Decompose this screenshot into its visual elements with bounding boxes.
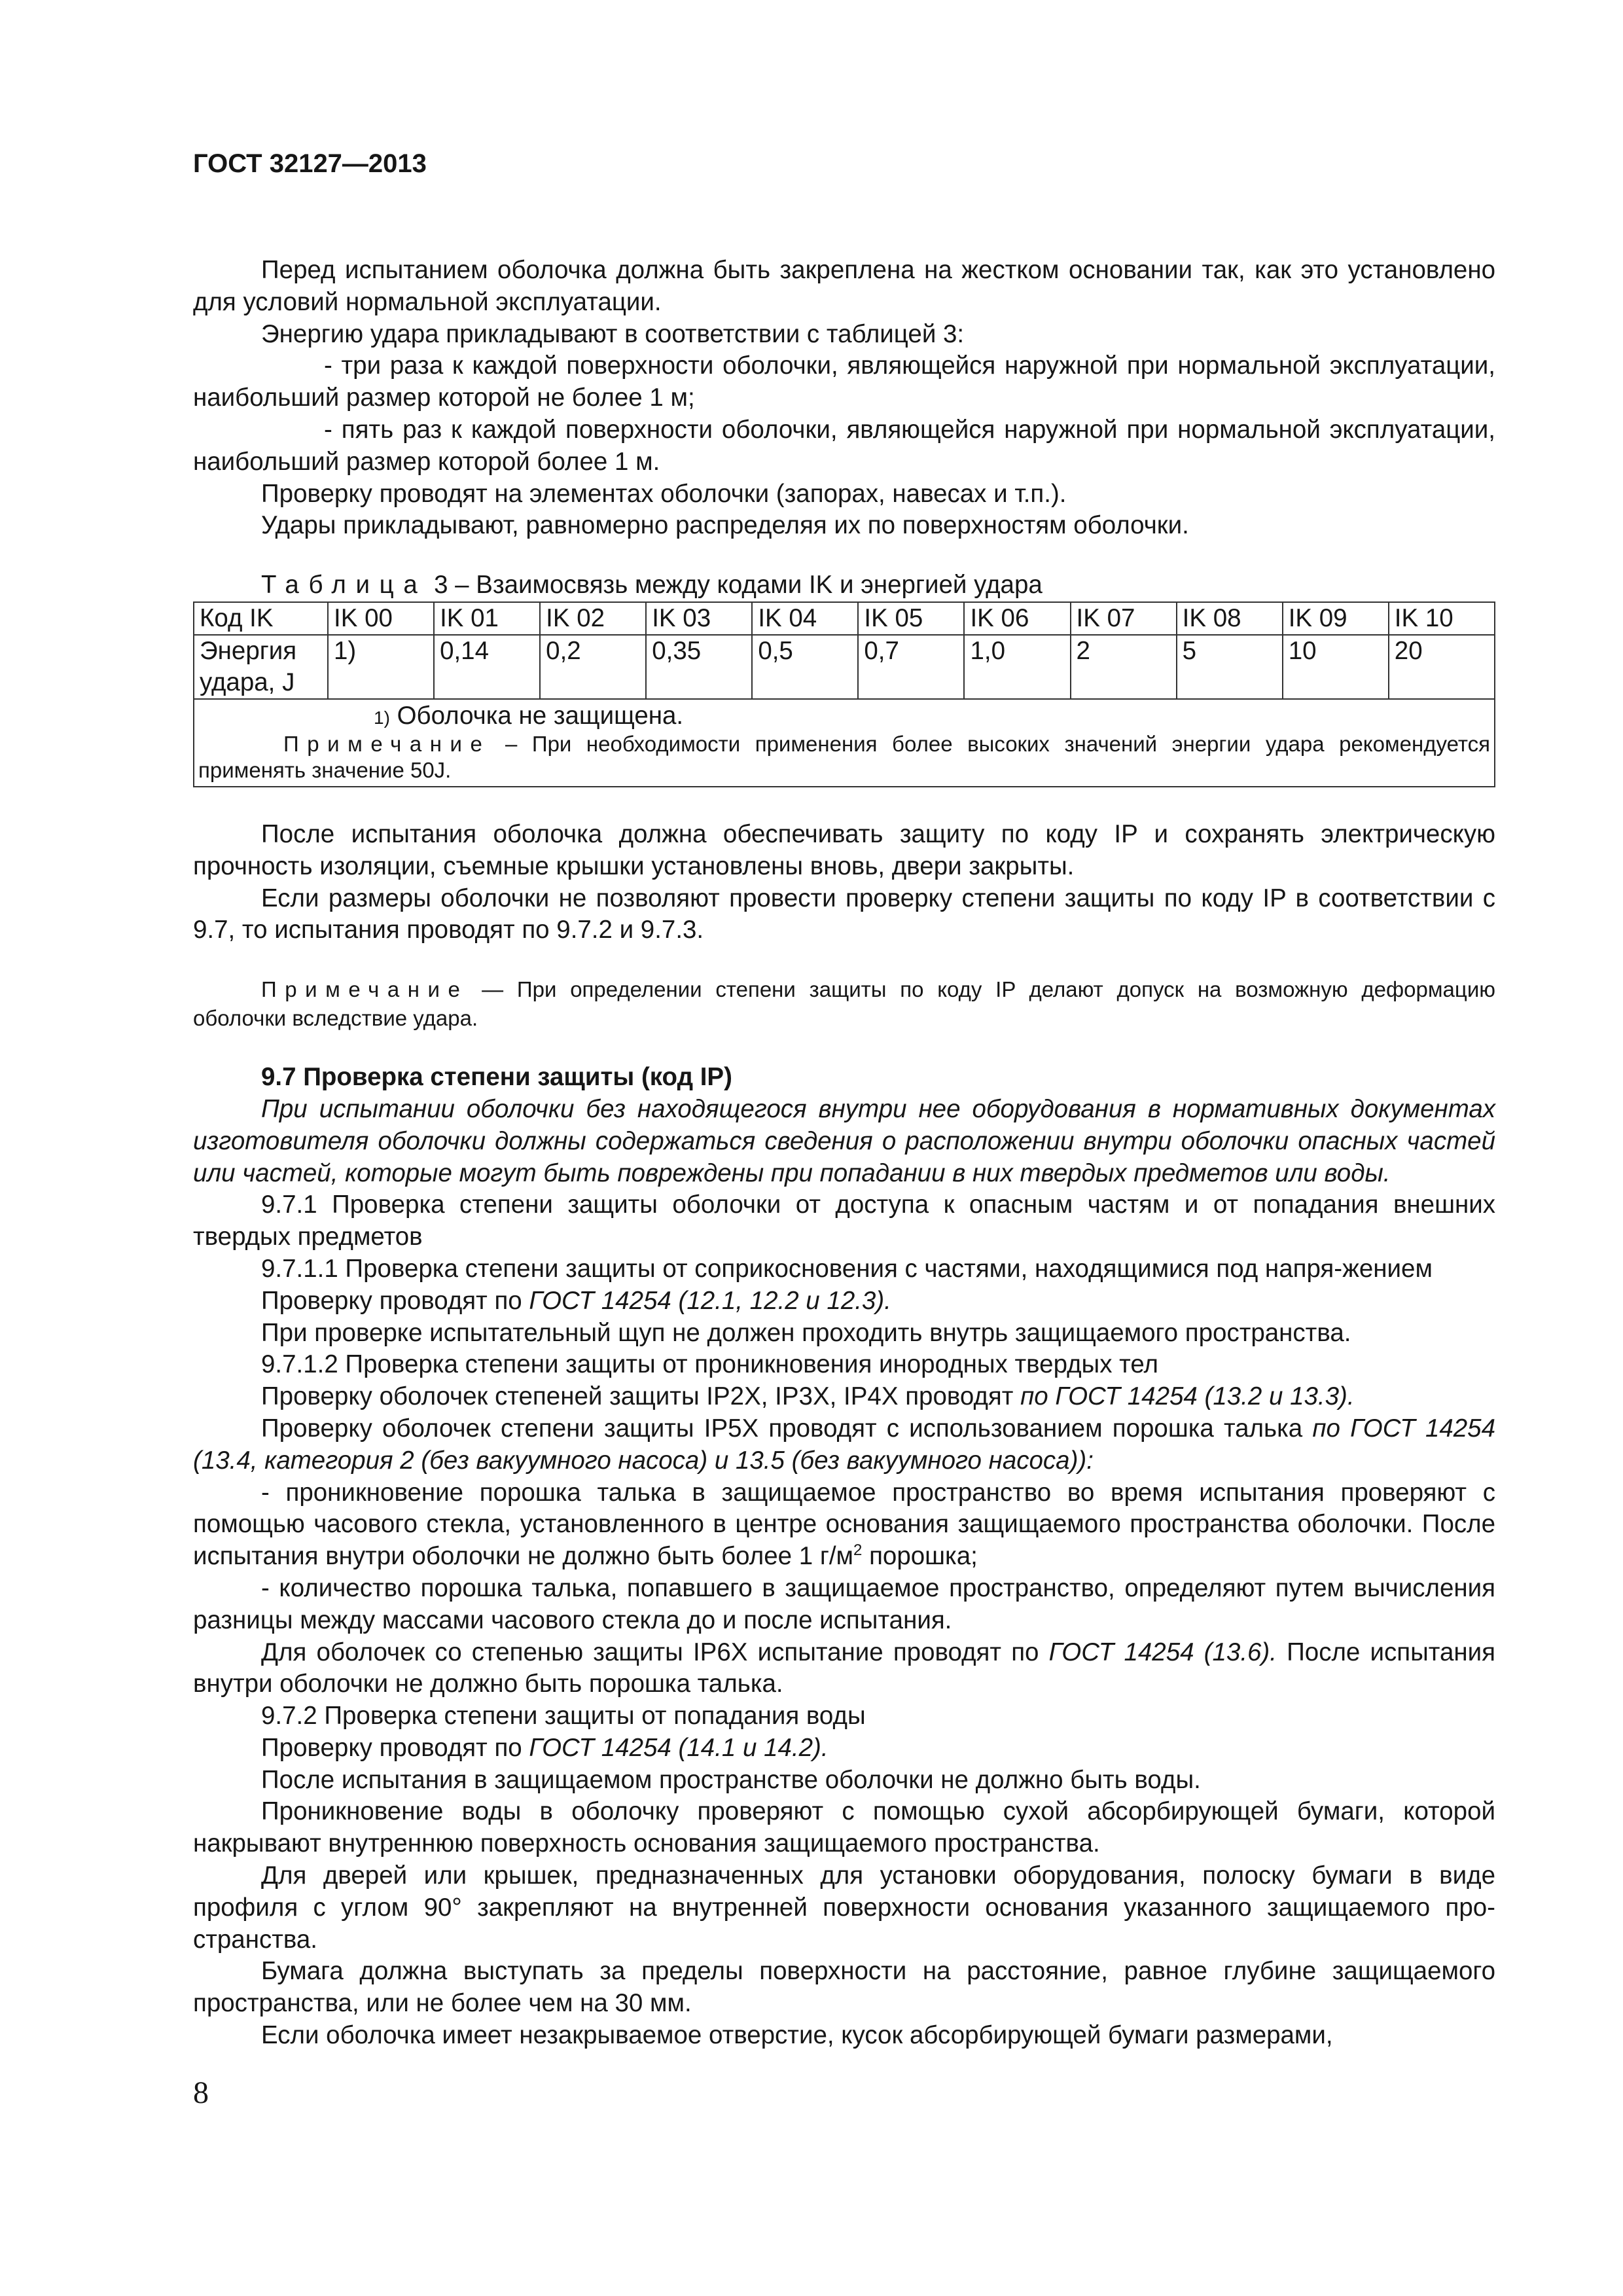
- table-row-label: Энергия удара, J: [194, 635, 328, 699]
- note-text: – При необходимости применения более высоких значений энергии удара рекомендуется применять значение 50J.: [198, 731, 1490, 782]
- paragraph: [193, 1637, 1495, 1701]
- paragraph: При проверке испытательный щуп не должен проходить внутрь защищаемого пространства.: [261, 1318, 1351, 1347]
- table-header-cell: IK 04: [752, 602, 858, 635]
- list-item: - пять раз к каждой поверхности оболочки, являющейся наружной при нормальной эксплуатации, наибольший размер которой более 1 м.: [193, 415, 1495, 476]
- paragraph: Для дверей или крышек, предназначенных для установки оборудования, полоску бумаги в виде профиля с углом 90° закрепляют на внутренней поверхности основания указанного защищаемого про-странства.: [193, 1861, 1495, 1954]
- table-cell: 1,0: [964, 635, 1070, 699]
- text-run: После испытания внутри оболочки не должно быть порошка талька.: [193, 1638, 1495, 1698]
- table-caption-word: Таблица: [261, 571, 427, 600]
- list-item: - три раза к каждой поверхности оболочки, являющейся наружной при нормальной эксплуатации, наибольший размер которой не более 1 м;: [193, 351, 1495, 412]
- table-cell: 10: [1283, 635, 1389, 699]
- paragraph: Проникновение воды в оболочку проверяют с помощью сухой абсорбирующей бумаги, которой накрывают внутреннюю поверхность основания защищаемого пространства.: [193, 1797, 1495, 1858]
- text-run: Проверку проводят по: [261, 1286, 529, 1315]
- list-item: - количество порошка талька, попавшего в защищаемое пространство, определяют путем вычисления разницы между массами часового стекла до и после испытания.: [193, 1573, 1495, 1634]
- text-run: Для оболочек со степенью защиты IP6X испытание проводят по: [261, 1638, 1049, 1666]
- paragraph: После испытания оболочка должна обеспечивать защиту по коду IP и сохранять электрическую прочность изоляции, съемные крышки установлены вновь, двери закрыты.: [193, 819, 1495, 880]
- table-header-cell: Код IK: [194, 602, 328, 635]
- text-run: Проверку проводят по: [261, 1733, 529, 1762]
- text-run: Проверку оболочек степеней защиты IP2X, IP3X, IP4X проводят: [261, 1382, 1021, 1411]
- table-header-row: [194, 602, 1495, 635]
- document-page: [193, 147, 1495, 2052]
- table-cell: 0,2: [540, 635, 646, 699]
- table-cell: 0,7: [858, 635, 964, 699]
- table-header-cell: IK 07: [1071, 602, 1177, 635]
- paragraph: [193, 1285, 1495, 1318]
- footnote-text: Оболочка не защищена.: [389, 701, 684, 730]
- table-header-cell: IK 08: [1177, 602, 1283, 635]
- paragraph: Перед испытанием оболочка должна быть закреплена на жестком основании так, как это установлено для условий нормальной эксплуатации.: [193, 256, 1495, 316]
- paragraph: После испытания в защищаемом пространстве оболочки не должно быть воды.: [261, 1765, 1201, 1794]
- page-number: 8: [193, 2075, 209, 2110]
- table-cell: 20: [1389, 635, 1495, 699]
- standard-reference: ГОСТ 14254 (13.6).: [1048, 1638, 1277, 1666]
- note-word: Примечание: [283, 731, 491, 756]
- subsection-heading: 9.7.1.2 Проверка степени защиты от проникновения инородных твердых тел: [261, 1350, 1158, 1379]
- table-cell: 5: [1177, 635, 1283, 699]
- table-caption-text: 3 – Взаимосвязь между кодами IK и энергией удара: [427, 571, 1043, 600]
- superscript: 2: [853, 1541, 863, 1560]
- table-cell: 2: [1071, 635, 1177, 699]
- paragraph: [193, 1413, 1495, 1477]
- text-run: Проверку оболочек степени защиты IP5X проводят с использованием порошка талька: [261, 1414, 1313, 1443]
- text-run: - проникновение порошка талька в защищаемое пространство во время испытания проверяют с помощью часового стекла, установленного в центре основания защищаемого пространства оболочки. После испытания внутри оболочки не должно быть более 1 г/м: [193, 1478, 1495, 1571]
- standard-reference: ГОСТ 14254 (14.1 и 14.2).: [529, 1733, 829, 1762]
- paragraph: Если оболочка имеет незакрываемое отверстие, кусок абсорбирующей бумаги размерами,: [261, 2021, 1333, 2050]
- footnote-mark: 1): [374, 707, 390, 728]
- table-cell: 0,35: [646, 635, 752, 699]
- subsection-heading: 9.7.1 Проверка степени защиты оболочки от доступа к опасным частям и от попадания внешних твердых предметов: [193, 1191, 1495, 1251]
- table-footer-row: [194, 699, 1495, 787]
- paragraph: Бумага должна выступать за пределы поверхности на расстояние, равное глубине защищаемого пространства, или не более чем на 30 мм.: [193, 1957, 1495, 2018]
- paragraph: Проверку проводят на элементах оболочки (запорах, навесах и т.п.).: [261, 479, 1067, 508]
- table-row: [194, 635, 1495, 699]
- paragraph: [193, 1381, 1495, 1413]
- table-header-cell: IK 05: [858, 602, 964, 635]
- subsection-heading: 9.7.1.1 Проверка степени защиты от соприкосновения с частями, находящимися под напря-жением: [261, 1254, 1433, 1283]
- standard-reference: по ГОСТ 14254 (13.4, категория 2 (без вакуумного насоса) и 13.5 (без вакуумного насоса)):: [193, 1414, 1496, 1475]
- paragraph: [193, 1732, 1495, 1765]
- ik-energy-table: [193, 601, 1495, 787]
- subsection-heading: 9.7.2 Проверка степени защиты от попадания воды: [261, 1702, 866, 1731]
- table-header-cell: IK 02: [540, 602, 646, 635]
- paragraph: При испытании оболочки без находящегося внутри нее оборудования в нормативных документах изготовителя оболочки должны содержаться сведения о расположении внутри оболочки опасных частей или частей, которые могут быть повреждены при попадании в них твердых предметов или воды.: [193, 1094, 1495, 1187]
- table-note: [198, 731, 1490, 783]
- paragraph: Удары прикладывают, равномерно распределяя их по поверхностям оболочки.: [261, 511, 1189, 540]
- table-caption: [193, 569, 1495, 601]
- document-body: [193, 255, 1495, 2052]
- note-text: — При определении степени защиты по коду IP делают допуск на возможную деформацию оболочки вследствие удара.: [193, 977, 1495, 1031]
- document-header: ГОСТ 32127—2013: [193, 149, 427, 178]
- paragraph: Если размеры оболочки не позволяют провести проверку степени защиты по коду IP в соответствии с 9.7, то испытания проводят по 9.7.2 и 9.7.3.: [193, 884, 1495, 944]
- text-run: порошка;: [862, 1542, 978, 1571]
- table-header-cell: IK 09: [1283, 602, 1389, 635]
- table-header-cell: IK 03: [646, 602, 752, 635]
- note: [193, 975, 1495, 1033]
- table-header-cell: IK 06: [964, 602, 1070, 635]
- table-header-cell: IK 01: [434, 602, 540, 635]
- section-heading: 9.7 Проверка степени защиты (код IP): [261, 1063, 732, 1092]
- table-header-cell: IK 00: [328, 602, 434, 635]
- list-item: [193, 1477, 1495, 1573]
- table-cell: 1): [328, 635, 434, 699]
- table-footer-cell: [194, 699, 1495, 787]
- table-header-cell: IK 10: [1389, 602, 1495, 635]
- table-cell: 0,5: [752, 635, 858, 699]
- table-footnote: [198, 701, 1490, 731]
- standard-reference: по ГОСТ 14254 (13.2 и 13.3).: [1020, 1382, 1355, 1411]
- standard-reference: ГОСТ 14254 (12.1, 12.2 и 12.3).: [529, 1286, 891, 1315]
- paragraph: Энергию удара прикладывают в соответствии с таблицей 3:: [261, 319, 965, 348]
- table-cell: 0,14: [434, 635, 540, 699]
- note-word: Примечание: [261, 977, 469, 1002]
